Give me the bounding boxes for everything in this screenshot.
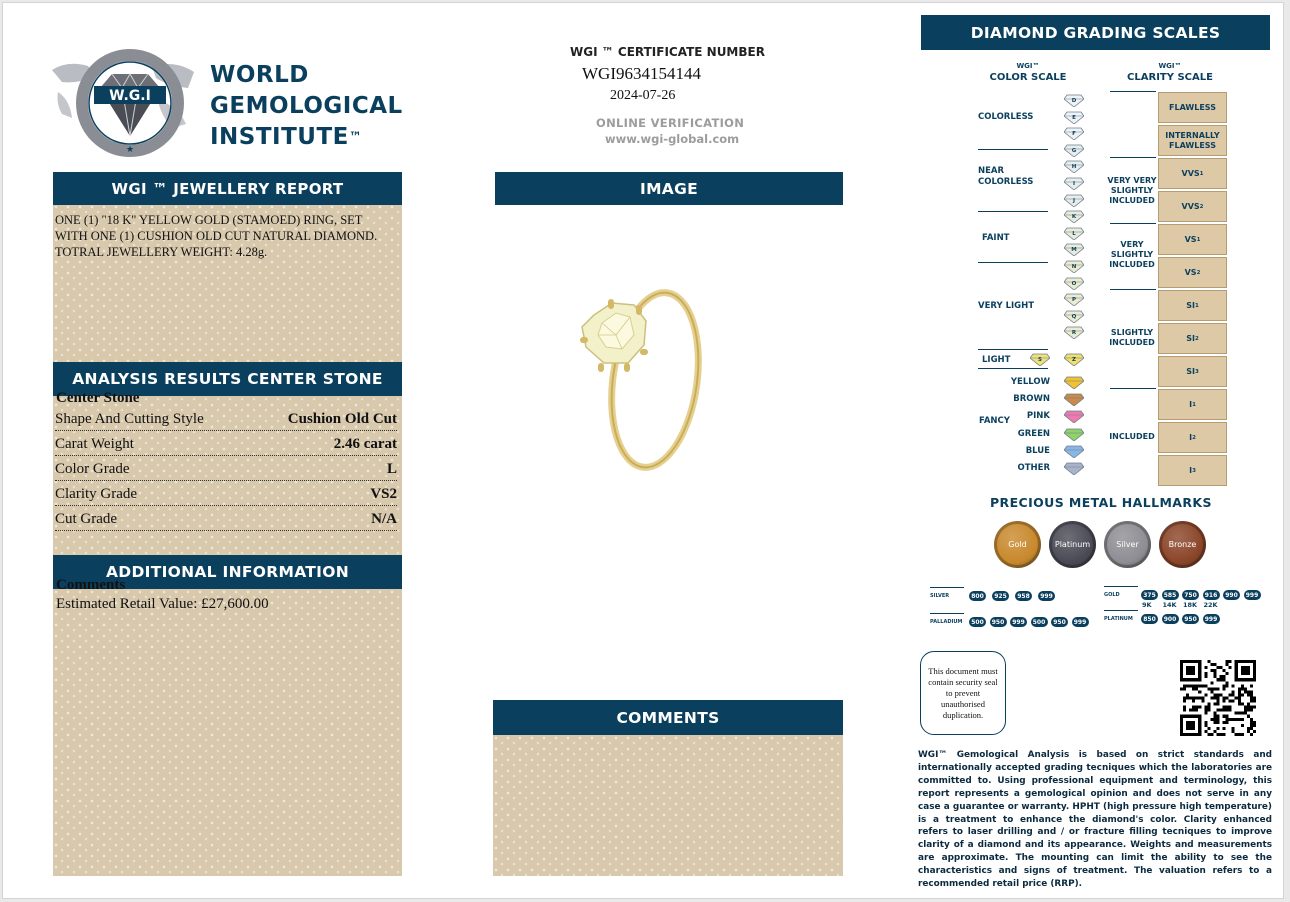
comments-panel-background (493, 735, 843, 876)
color-grade-i-icon (1064, 177, 1084, 190)
color-grade-s-icon (1030, 353, 1050, 366)
hallmark-stamp: 950 (1051, 617, 1068, 627)
seal-note-text: This document must contain security seal to prevent unauthorised duplication. (928, 665, 998, 720)
clarity-grade-box: SI 3 (1158, 356, 1227, 387)
svg-text:Z: Z (1072, 357, 1076, 363)
svg-text:H: H (1071, 164, 1077, 171)
color-grade-f-icon (1064, 127, 1084, 140)
clarity-group-si: SLIGHTLY INCLUDED (1109, 328, 1155, 347)
clarity-grade-box: VVS 1 (1158, 158, 1227, 189)
clarity-group-vvs: VERY VERY SLIGHTLY INCLUDED (1107, 176, 1157, 205)
clarity-grade-box: VS 2 (1158, 257, 1227, 288)
color-group-light: LIGHT (982, 355, 1011, 365)
svg-text:K: K (1071, 214, 1077, 221)
fancy-color-label: PINK (1026, 411, 1050, 422)
color-scale-heading: WGI™ COLOR SCALE (989, 62, 1067, 83)
svg-text:J: J (1072, 197, 1076, 204)
row-label: Shape And Cutting Style (55, 411, 204, 427)
svg-text:I: I (1072, 181, 1076, 187)
clarity-grade-box: I 1 (1158, 389, 1227, 420)
hallmark-stamp: 999 (1010, 617, 1027, 627)
color-grade-k-icon (1064, 210, 1084, 223)
fancy-color-label: OTHER (1017, 463, 1050, 473)
gold-karat-label: 22K (1203, 601, 1218, 609)
fancy-color-label: BLUE (1025, 445, 1050, 456)
hallmark-label: PLATINUM (1104, 616, 1133, 622)
logo-line-1: WORLD (210, 62, 309, 88)
svg-text:F: F (1072, 131, 1076, 138)
verification-url[interactable]: www.wgi-global.com (605, 132, 740, 146)
row-value: N/A (371, 511, 397, 527)
gold-karat-label: 14K (1162, 601, 1177, 609)
fancy-green-gem-icon (1064, 428, 1084, 441)
hallmark-stamp: 999 (1244, 590, 1261, 600)
fancy-color-label: BROWN (1013, 394, 1050, 405)
table-row (55, 456, 397, 481)
clarity-grade-box: VS 1 (1158, 224, 1227, 255)
row-value: Cushion Old Cut (287, 411, 397, 427)
grading-scales-header: DIAMOND GRADING SCALES (921, 15, 1270, 50)
table-row (55, 506, 397, 531)
estimated-retail-value: Estimated Retail Value: £27,600.00 (56, 596, 269, 612)
wgi-logo (48, 48, 196, 158)
fancy-blue-gem-icon (1064, 445, 1084, 458)
analysis-results-header: ANALYSIS RESULTS CENTER STONE (53, 362, 402, 396)
hallmark-stamp: 375 (1141, 590, 1158, 600)
svg-text:O: O (1071, 280, 1077, 287)
ring-photo (570, 275, 720, 475)
color-grade-o-icon (1064, 277, 1084, 290)
clarity-grade-box: FLAWLESS (1158, 92, 1227, 123)
coin-silver-icon: Silver (1104, 521, 1151, 568)
clarity-grade-box: SI 2 (1158, 323, 1227, 354)
color-grade-l-icon (1064, 227, 1084, 240)
color-group-near-colorless: NEAR COLORLESS (978, 166, 1034, 187)
left-panel-background (53, 204, 402, 876)
row-label: Carat Weight (55, 436, 134, 452)
disclaimer-text: WGI™ Gemological Analysis is based on strict standards and internationally accepted grading tecniques which the laboratories are committed to. Using professional equipment and terminology, this report represents a gemological opinion and does not serve in any case a guarantee or warranty. HPHT (high pressure high temperature) is a treatment to enhance the diamond's color. Clarity enhanced refers to laser drilling and / or fracture filling tecniques to improve clarity of a diamond and its appearance. Weights and measurements are approximate. The mounting can limit the ability to see the characteristics and signs of treatment. The valuation refers to a recommended retail price (RRP). (918, 750, 1272, 890)
certificate-number: WGI9634154144 (582, 64, 701, 83)
coin-bronze-icon: Bronze (1159, 521, 1206, 568)
color-grade-g-icon (1064, 144, 1084, 157)
clarity-grade-box: I 2 (1158, 422, 1227, 453)
svg-text:P: P (1071, 297, 1077, 304)
clarity-grade-box: I 3 (1158, 455, 1227, 486)
diamond-ring-image (570, 275, 720, 475)
jewellery-report-header: WGI ™ JEWELLERY REPORT (53, 172, 402, 205)
row-value: VS2 (370, 486, 397, 502)
row-value: L (386, 461, 397, 477)
color-grade-q-icon (1064, 310, 1084, 323)
hallmark-stamp: 999 (1203, 614, 1220, 624)
additional-information-header: ADDITIONAL INFORMATION (53, 555, 402, 589)
report-description: ONE (1) "18 K" YELLOW GOLD (STAMOED) RING, SET WITH ONE (1) CUSHION OLD CUT NATURAL DIAMOND. TOTRAL JEWELLERY WEIGHT: 4.28g. (55, 213, 378, 259)
fancy-pink-gem-icon (1064, 410, 1084, 423)
clarity-scale-heading: WGI™ CLARITY SCALE (1127, 62, 1213, 83)
hallmark-stamp: 950 (1182, 614, 1199, 624)
hallmark-stamp: 925 (992, 591, 1009, 601)
hallmark-label: PALLADIUM (930, 619, 963, 625)
hallmark-stamp: 900 (1162, 614, 1179, 624)
svg-text:S: S (1038, 357, 1042, 363)
color-grade-e-icon (1064, 111, 1084, 124)
coin-gold-icon: Gold (994, 521, 1041, 568)
svg-text:Q: Q (1071, 313, 1077, 320)
color-grade-m-icon (1064, 243, 1084, 256)
coin-platinum-icon: Platinum (1049, 521, 1096, 568)
hallmark-stamp: 500 (1031, 617, 1048, 627)
color-grade-d-icon (1064, 94, 1084, 107)
hallmark-stamp: 916 (1203, 590, 1220, 600)
color-group-colorless: COLORLESS (978, 112, 1034, 122)
color-grade-j-icon (1064, 194, 1084, 207)
center-stone-heading: Center Stone (56, 390, 140, 406)
logo-line-3: INSTITUTE (210, 124, 349, 150)
fancy-yellow-gem-icon (1064, 376, 1084, 389)
certificate-date: 2024-07-26 (610, 88, 676, 103)
svg-text:D: D (1071, 98, 1077, 104)
hallmark-stamp: 958 (1015, 591, 1032, 601)
color-grade-p-icon (1064, 293, 1084, 306)
svg-text:★: ★ (125, 145, 135, 155)
clarity-group-included: INCLUDED (1109, 432, 1155, 441)
image-section-header: IMAGE (495, 172, 843, 205)
color-grade-z-icon (1064, 353, 1084, 366)
color-grade-h-icon (1064, 160, 1084, 173)
table-row (55, 406, 397, 431)
hallmark-stamp: 990 (1223, 590, 1240, 600)
badge-text: W.G.I (109, 88, 151, 104)
row-label: Clarity Grade (55, 486, 138, 502)
table-row (55, 431, 397, 456)
svg-text:L: L (1072, 230, 1076, 237)
color-grade-r-icon (1064, 326, 1084, 339)
hallmarks-heading: PRECIOUS METAL HALLMARKS (990, 495, 1212, 510)
gold-karat-label: 9K (1142, 601, 1152, 609)
hallmark-stamp: 500 (969, 617, 986, 627)
table-row (55, 481, 397, 506)
color-grade-n-icon (1064, 260, 1084, 273)
clarity-grade-box: VVS 2 (1158, 191, 1227, 222)
security-seal-note (920, 651, 1006, 735)
certificate-number-label: WGI ™ CERTIFICATE NUMBER (570, 45, 765, 59)
wgi-emblem-icon (48, 48, 196, 158)
color-group-faint: FAINT (982, 233, 1010, 243)
fancy-color-label: GREEN (1017, 428, 1050, 439)
fancy-other-gem-icon (1064, 462, 1084, 475)
svg-text:M: M (1071, 247, 1077, 254)
comments-section-header: COMMENTS (493, 700, 843, 735)
hallmark-stamp: 750 (1182, 590, 1199, 600)
svg-text:E: E (1072, 114, 1076, 121)
logo-tm: ™ (348, 130, 363, 145)
svg-text:N: N (1071, 264, 1077, 270)
clarity-grade-box: SI 1 (1158, 290, 1227, 321)
hallmark-stamp: 950 (990, 617, 1007, 627)
qr-code-icon[interactable] (1180, 660, 1256, 736)
svg-text:R: R (1071, 330, 1077, 337)
hallmark-stamp: 850 (1141, 614, 1158, 624)
row-label: Cut Grade (55, 511, 118, 527)
logo-wordmark (210, 60, 403, 153)
online-verification-label: ONLINE VERIFICATION (596, 116, 745, 130)
row-value: 2.46 carat (333, 436, 397, 452)
color-group-fancy: FANCY (979, 416, 1010, 426)
gold-karat-label: 18K (1183, 601, 1198, 609)
hallmark-stamp: 800 (969, 591, 986, 601)
color-group-very-light: VERY LIGHT (978, 301, 1035, 311)
hallmark-label: GOLD (1104, 592, 1120, 598)
fancy-brown-gem-icon (1064, 393, 1084, 406)
logo-line-2: GEMOLOGICAL (210, 93, 403, 119)
clarity-grade-box: INTERNALLY FLAWLESS (1158, 125, 1227, 156)
hallmark-stamp: 585 (1162, 590, 1179, 600)
svg-text:G: G (1071, 147, 1077, 154)
hallmark-stamp: 999 (1038, 591, 1055, 601)
fancy-color-label: YELLOW (1010, 377, 1050, 387)
row-label: Color Grade (55, 461, 130, 477)
hallmark-stamp: 999 (1072, 617, 1089, 627)
comments-heading: Comments (56, 577, 126, 593)
clarity-group-vs: VERY SLIGHTLY INCLUDED (1109, 240, 1155, 269)
hallmark-label: SILVER (930, 593, 950, 599)
